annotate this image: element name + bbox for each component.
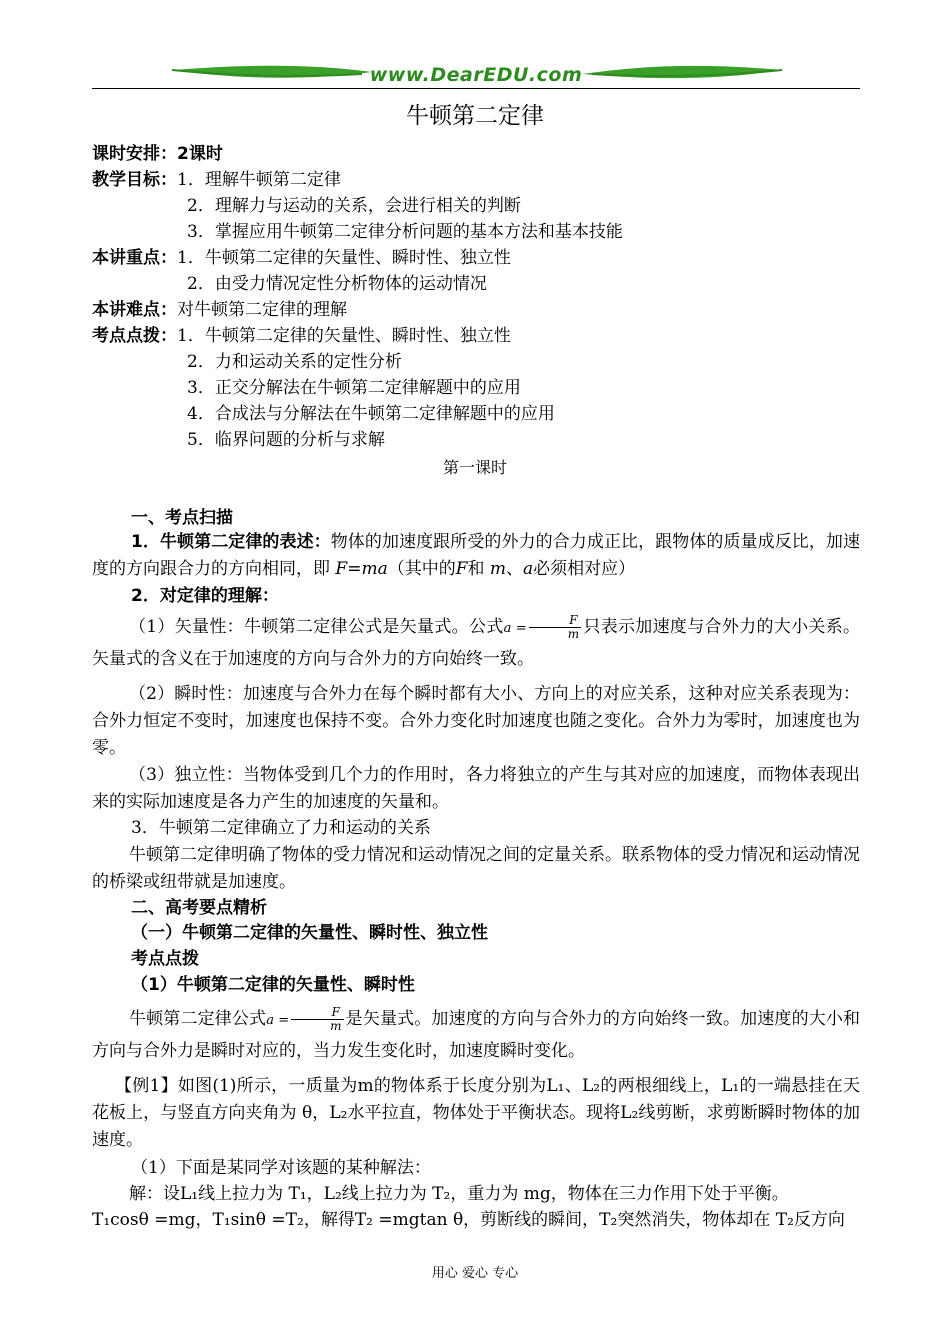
law-text: 、 [506,559,524,579]
fraction-denominator: m [330,1019,342,1033]
section-heading: 二、高考要点精析 [131,898,267,918]
example-subheading: （1）下面是某同学对该题的某种解法： [131,1158,431,1178]
point-item: 5．临界问题的分析与求解 [187,430,385,450]
schedule-line [92,141,223,167]
goals-label: 教学目标： [92,170,177,190]
formula-lhs: a = [266,1013,290,1028]
law-text: 和 [467,559,490,579]
lesson-heading: 第一课时 [442,458,507,477]
key-label: 本讲重点： [92,248,177,268]
header-divider [92,88,860,89]
solution-line: T₁cosθ =mg，T₁sinθ =T₂，解得T₂ =mgtan θ，剪断线的瞬间，T₂突然消失，物体却在 T₂反方向 [92,1210,845,1230]
points-label: 考点点拨： [92,326,177,346]
subsection-label: 考点点拨 [131,949,199,969]
relation-paragraph: 牛顿第二定律明确了物体的受力情况和运动情况之间的定量关系。联系物体的受力情况和运动情况的桥梁或纽带就是加速度。 [92,845,860,892]
symbol: m [489,559,507,579]
paragraph-text: 只表示加速度与合外力的大小关系。矢量式的含义在于加速度的方向与合外力的方向始终一致。 [92,617,861,669]
points-line [92,323,511,349]
symbol: a [523,559,534,579]
law-text: （其中的 [387,559,456,579]
key-item: 2．由受力情况定性分析物体的运动情况 [187,274,487,294]
independence-paragraph: （3）独立性：当物体受到几个力的作用时，各力将独立的产生与其对应的加速度，而物体表现出来的实际加速度是各力产生的加速度的矢量和。 [92,765,860,812]
example-paragraph: 【例1】如图(1)所示，一质量为m的物体系于长度分别为L₁、L₂的两根细线上，L₁的一端悬挂在天花板上，与竖直方向夹角为 θ，L₂水平拉直，物体处于平衡状态。现将L₂线剪断，求剪断瞬时物体的加速度。 [92,1076,860,1150]
page-title: 牛顿第二定律 [406,103,544,129]
fraction-formula [503,613,583,641]
goals-line [92,167,341,193]
goal-item: 3．掌握应用牛顿第二定律分析问题的基本方法和基本技能 [187,222,623,242]
schedule-label: 课时安排： [92,144,177,164]
site-name: www.DearEDU.com [369,64,583,86]
point-item: 2．力和运动关系的定性分析 [187,352,402,372]
formula-inline: F=ma [335,559,388,579]
paragraph-text: （1）矢量性：牛顿第二定律公式是矢量式。公式 [129,617,504,637]
difficulty-line [92,297,347,323]
point-item: 1．牛顿第二定律的矢量性、瞬时性、独立性 [177,326,511,346]
law-label: 1．牛顿第二定律的表述： [131,532,331,552]
section-heading: 一、考点扫描 [131,508,233,528]
difficulty-value: 对牛顿第二定律的理解 [177,300,347,320]
difficulty-label: 本讲难点： [92,300,177,320]
law-text: 必须相对应） [533,559,636,579]
fraction-numerator: F [529,614,581,628]
formula-lhs: a = [503,621,527,636]
point-item: 3．正交分解法在牛顿第二定律解题中的应用 [187,378,521,398]
understanding-heading: 2．对定律的理解： [131,586,279,606]
fraction-denominator: m [567,627,580,641]
instant-paragraph: （2）瞬时性：加速度与合外力在每个瞬时都有大小、方向上的对应关系，这种对应关系表现为：合外力恒定不变时，加速度也保持不变。合外力变化时加速度也随之变化。合外力为零时，加速度也为零。 [92,684,860,758]
fraction-numerator: F [291,1006,343,1020]
paragraph-text: 牛顿第二定律公式 [129,1009,267,1029]
law-statement [92,529,860,583]
goal-item: 2．理解力与运动的关系，会进行相关的判断 [187,196,521,216]
key-line [92,245,511,271]
paragraph-text: 是矢量式。加速度的方向与合外力的方向始终一致。加速度的大小和方向与合外力是瞬时对应的，当力发生变化时，加速度瞬时变化。 [92,1009,861,1061]
key-item: 1．牛顿第二定律的矢量性、瞬时性、独立性 [177,248,511,268]
vector-instant-paragraph [92,1004,860,1066]
point-item: 4．合成法与分解法在牛顿第二定律解题中的应用 [187,404,555,424]
fraction-formula [266,1005,345,1033]
law-text: 物体的加速度跟所受的外力的合力成正比，跟物体的质量成反比，加速度的方向跟合力的方向相同，即 [92,532,860,579]
page-footer: 用心 爱心 专心 [431,1266,519,1281]
subsection-item: （1）牛顿第二定律的矢量性、瞬时性 [131,975,415,995]
schedule-value: 2课时 [177,144,223,164]
symbol: F [455,559,468,579]
relation-heading: 3．牛顿第二定律确立了力和运动的关系 [131,818,431,838]
subsection-heading: （一）牛顿第二定律的矢量性、瞬时性、独立性 [131,923,488,943]
goal-item: 1．理解牛顿第二定律 [177,170,341,190]
vector-paragraph [92,612,860,674]
solution-line: 解：设L₁线上拉力为 T₁，L₂线上拉力为 T₂，重力为 mg，物体在三力作用下处于平衡。 [129,1184,789,1204]
